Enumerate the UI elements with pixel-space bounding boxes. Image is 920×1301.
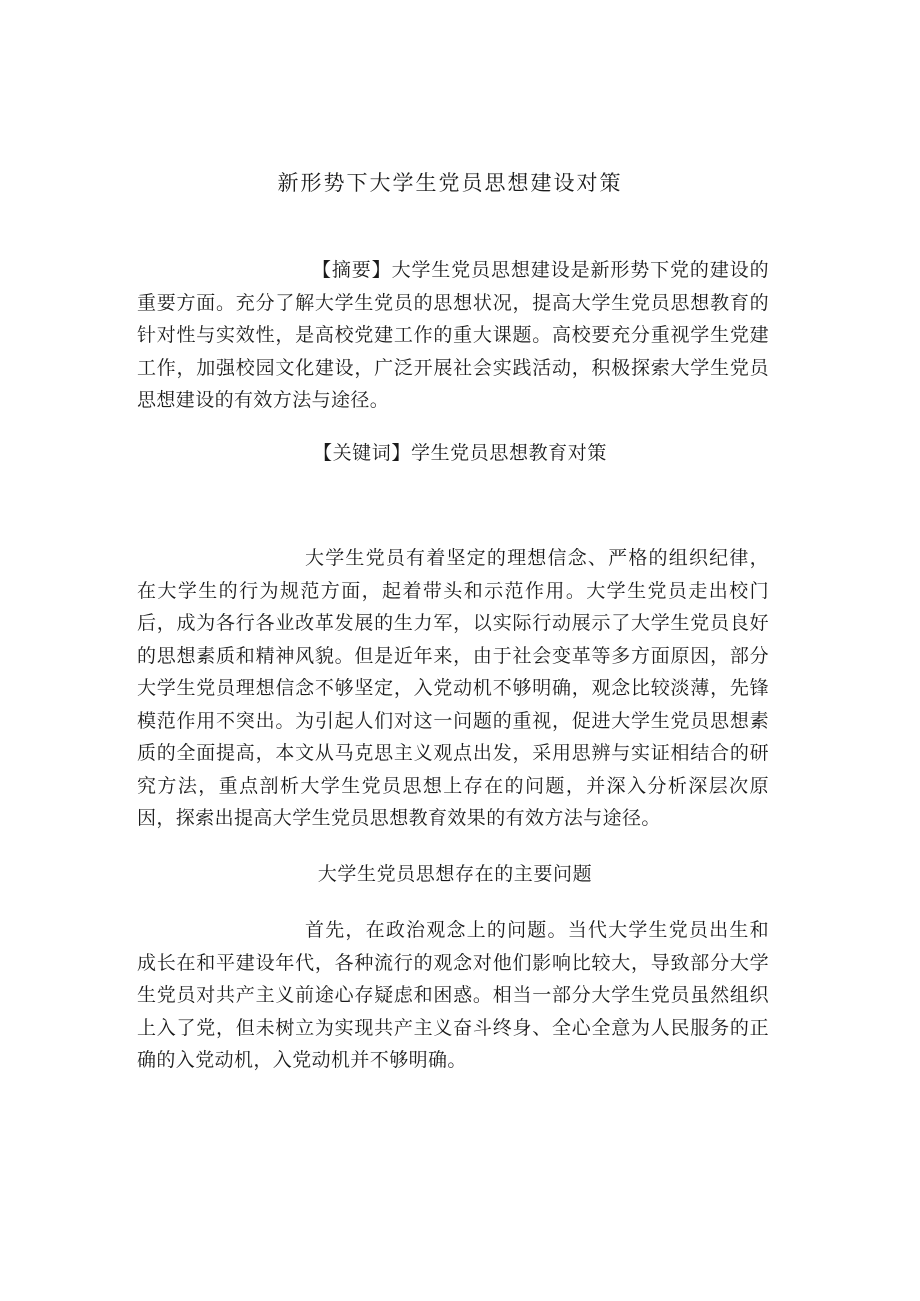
abstract-paragraph: 【摘要】大学生党员思想建设是新形势下党的建设的重要方面。充分了解大学生党员的思想状况，提高大学生党员思想教育的针对性与实效性，是高校党建工作的重大课题。高校要充分重视学生党建工作，加强校园文化建设，广泛开展社会实践活动，积极探索大学生党员思想建设的有效方法与途径。 — [137, 259, 769, 411]
keywords-line: 【关键词】学生党员思想教育对策 — [312, 442, 607, 464]
section-heading: 大学生党员思想存在的主要问题 — [317, 863, 593, 885]
body-paragraph: 首先，在政治观念上的问题。当代大学生党员出生和成长在和平建设年代，各种流行的观念对他们影响比较大，导致部分大学生党员对共产主义前途心存疑虑和困惑。相当一部分大学生党员虽然组织上入了党，但未树立为实现共产主义奋斗终身、全心全意为人民服务的正确的入党动机，入党动机并不够明确。 — [137, 919, 769, 1071]
document-title: 新形势下大学生党员思想建设对策 — [277, 171, 623, 195]
intro-paragraph: 大学生党员有着坚定的理想信念、严格的组织纪律，在大学生的行为规范方面，起着带头和示范作用。大学生党员走出校门后，成为各行各业改革发展的生力军，以实际行动展示了大学生党员良好的思想素质和精神风貌。但是近年来，由于社会变革等多方面原因，部分大学生党员理想信念不够坚定，入党动机不够明确，观念比较淡薄，先锋模范作用不突出。为引起人们对这一问题的重视，促进大学生党员思想素质的全面提高，本文从马克思主义观点出发，采用思辨与实证相结合的研究方法，重点剖析大学生党员思想上存在的问题，并深入分析深层次原因，探索出提高大学生党员思想教育效果的有效方法与途径。 — [137, 547, 769, 829]
